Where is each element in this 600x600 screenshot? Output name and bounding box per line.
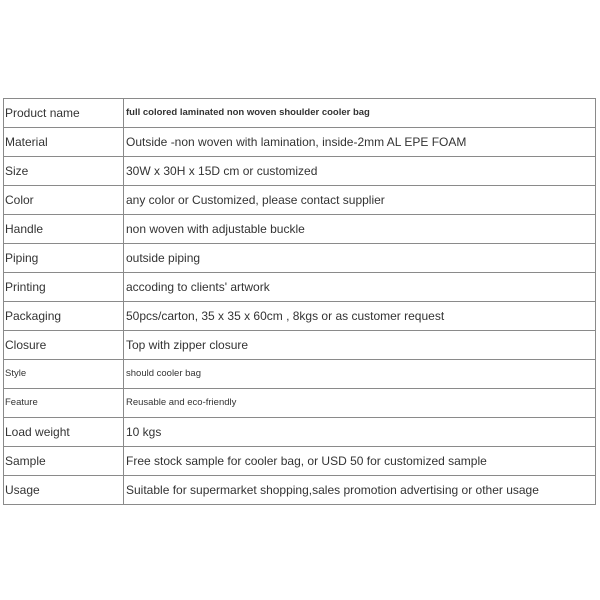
table-row bbox=[4, 186, 596, 215]
table-row bbox=[4, 128, 596, 157]
table-row bbox=[4, 273, 596, 302]
row-value: non woven with adjustable buckle bbox=[124, 215, 596, 244]
row-label: Piping bbox=[4, 244, 124, 273]
product-spec-table bbox=[3, 98, 596, 505]
row-value: 50pcs/carton, 35 x 35 x 60cm , 8kgs or as customer request bbox=[124, 302, 596, 331]
row-label: Closure bbox=[4, 331, 124, 360]
table-row bbox=[4, 331, 596, 360]
row-label: Feature bbox=[4, 389, 124, 418]
row-value: Top with zipper closure bbox=[124, 331, 596, 360]
row-label: Color bbox=[4, 186, 124, 215]
row-value: 30W x 30H x 15D cm or customized bbox=[124, 157, 596, 186]
table-row bbox=[4, 476, 596, 505]
row-label: Usage bbox=[4, 476, 124, 505]
row-label: Handle bbox=[4, 215, 124, 244]
row-label: Style bbox=[4, 360, 124, 389]
row-value: Free stock sample for cooler bag, or USD 50 for customized sample bbox=[124, 447, 596, 476]
row-label: Product name bbox=[4, 99, 124, 128]
table-row bbox=[4, 157, 596, 186]
row-label: Load weight bbox=[4, 418, 124, 447]
table-row bbox=[4, 244, 596, 273]
row-value: Reusable and eco-friendly bbox=[124, 389, 596, 418]
row-label: Sample bbox=[4, 447, 124, 476]
row-value: 10 kgs bbox=[124, 418, 596, 447]
row-label: Packaging bbox=[4, 302, 124, 331]
table-row bbox=[4, 418, 596, 447]
row-value: full colored laminated non woven shoulder cooler bag bbox=[124, 99, 596, 128]
row-value: accoding to clients' artwork bbox=[124, 273, 596, 302]
table-row bbox=[4, 302, 596, 331]
table-row bbox=[4, 389, 596, 418]
row-value: outside piping bbox=[124, 244, 596, 273]
row-value: Suitable for supermarket shopping,sales promotion advertising or other usage bbox=[124, 476, 596, 505]
row-label: Size bbox=[4, 157, 124, 186]
row-value: any color or Customized, please contact supplier bbox=[124, 186, 596, 215]
table-row bbox=[4, 447, 596, 476]
table-row bbox=[4, 215, 596, 244]
table-row bbox=[4, 360, 596, 389]
row-value: should cooler bag bbox=[124, 360, 596, 389]
row-label: Printing bbox=[4, 273, 124, 302]
table-row bbox=[4, 99, 596, 128]
row-value: Outside -non woven with lamination, inside-2mm AL EPE FOAM bbox=[124, 128, 596, 157]
row-label: Material bbox=[4, 128, 124, 157]
